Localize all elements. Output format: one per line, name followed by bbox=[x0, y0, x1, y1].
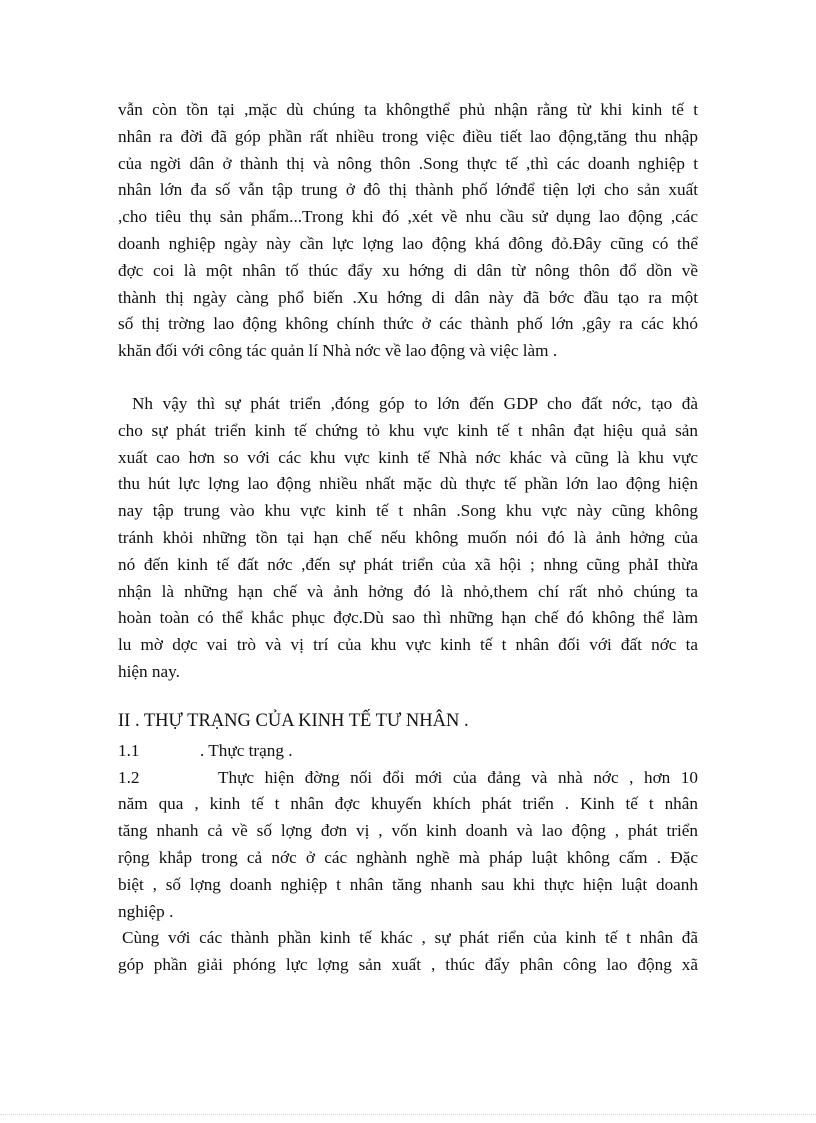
item-text: . Thực trạng . bbox=[200, 740, 293, 760]
text-line: thu hút lực lợng lao động nhiều nhất mặc dù thực tế phần lớn lao động hiện bbox=[118, 474, 698, 494]
text-line: hiện nay. bbox=[118, 661, 180, 681]
text-line: nay tập trung vào khu vực kinh tế t nhân .Song khu vực này cũng không bbox=[118, 501, 698, 521]
text-line: hoàn toàn có thể khắc phục đợc.Dù sao thì những hạn chế đó không thể làm bbox=[118, 608, 698, 628]
text-line: nghiệp . bbox=[118, 901, 174, 921]
text-line: Cùng với các thành phần kinh tế khác , sự phát riển của kinh tế t nhân đã bbox=[122, 928, 698, 948]
paragraph-1 bbox=[118, 97, 698, 365]
text-line: rộng khắp trong cả nớc ở các nghành nghề mà pháp luật không cấm . Đặc bbox=[118, 847, 698, 867]
item-text: Thực hiện đờng nối đổi mới của đảng và nhà nớc , hơn 10 bbox=[218, 767, 698, 787]
text-line: đợc coi là một nhân tố thúc đẩy xu hớng di dân từ nông thôn đổ dồn về bbox=[118, 260, 698, 280]
text-line: doanh nghiệp ngày này cần lực lợng lao động khá đông đỏ.Đây cũng có thể bbox=[118, 233, 698, 253]
document-page bbox=[118, 97, 698, 979]
text-line: số thị trờng lao động không chính thức ở các thành phố lớn ,gây ra các khó bbox=[118, 314, 698, 334]
item-number: 1.2 bbox=[118, 767, 140, 787]
text-line: nhân ra đời đã góp phần rất nhiều trong việc điều tiết lao động,tăng thu nhập bbox=[118, 126, 698, 146]
text-line: vẫn còn tồn tại ,mặc dù chúng ta khôngthể phủ nhận rằng từ khi kinh tế t bbox=[118, 100, 698, 119]
page-edge-divider bbox=[0, 1114, 816, 1115]
section-heading: II . THỰ TRẠNG CỦA KINH TẾ TƯ NHÂN . bbox=[118, 710, 469, 731]
text-line: ,cho tiêu thụ sản phẩm...Trong khi đó ,xét về nhu cầu sử dụng lao động ,các bbox=[118, 207, 698, 227]
text-line: lu mờ dợc vai trò và vị trí của khu vực kinh tế t nhân đối với đất nớc ta bbox=[118, 635, 698, 655]
list-item-1-1 bbox=[118, 738, 698, 765]
paragraph-3 bbox=[118, 791, 698, 925]
list-item-1-2 bbox=[118, 765, 698, 792]
text-line: nhân lớn đa số vẫn tập trung ở đô thị thành phố lớnđể tiện lợi cho sản xuất bbox=[118, 180, 698, 200]
text-line: biệt , số lợng doanh nghiệp t nhân tăng nhanh sau khi thực hiện luật doanh bbox=[118, 874, 698, 894]
text-line: khăn đối với công tác quản lí Nhà nớc về lao động và việc làm . bbox=[118, 341, 558, 361]
text-line: xuất cao hơn so với các khu vực kinh tế Nhà nớc khác và cũng là khu vực bbox=[118, 447, 698, 467]
text-line: năm qua , kinh tế t nhân đợc khuyến khích phát triển . Kinh tế t nhân bbox=[118, 794, 698, 814]
text-line: thành thị ngày càng phổ biến .Xu hớng di dân này đã bớc đầu tạo ra một bbox=[118, 287, 698, 307]
item-number: 1.1 bbox=[118, 740, 140, 760]
paragraph-spacer bbox=[118, 365, 698, 391]
paragraph-4 bbox=[118, 925, 698, 979]
text-line: tránh khỏi những tồn tại hạn chế nếu không muốn nói đó là ảnh hởng của bbox=[118, 527, 698, 547]
paragraph-2 bbox=[118, 391, 698, 686]
text-line: Nh vậy thì sự phát triển ,đóng góp to lớn đến GDP cho đất nớc, tạo đà bbox=[132, 393, 698, 413]
text-line: cho sự phát triển kinh tế chứng tỏ khu vực kinh tế t nhân đạt hiệu quả sản bbox=[118, 420, 698, 440]
section-spacer bbox=[118, 686, 698, 708]
text-line: tăng nhanh cả về số lợng đơn vị , vốn kinh doanh và lao động , phát triển bbox=[118, 821, 698, 841]
text-line: nó đến kinh tế đất nớc ,đến sự phát triển của xã hội ; nhng cũng phảI thừa bbox=[118, 554, 698, 574]
text-line: góp phần giải phóng lực lợng sản xuất , thúc đẩy phân công lao động xã bbox=[118, 955, 698, 975]
text-line: của ngời dân ở thành thị và nông thôn .Song thực tế ,thì các doanh nghiệp t bbox=[118, 153, 698, 173]
text-line: nhận là những hạn chế và ảnh hởng đó là nhỏ,them chí rất nhỏ chúng ta bbox=[118, 581, 698, 601]
